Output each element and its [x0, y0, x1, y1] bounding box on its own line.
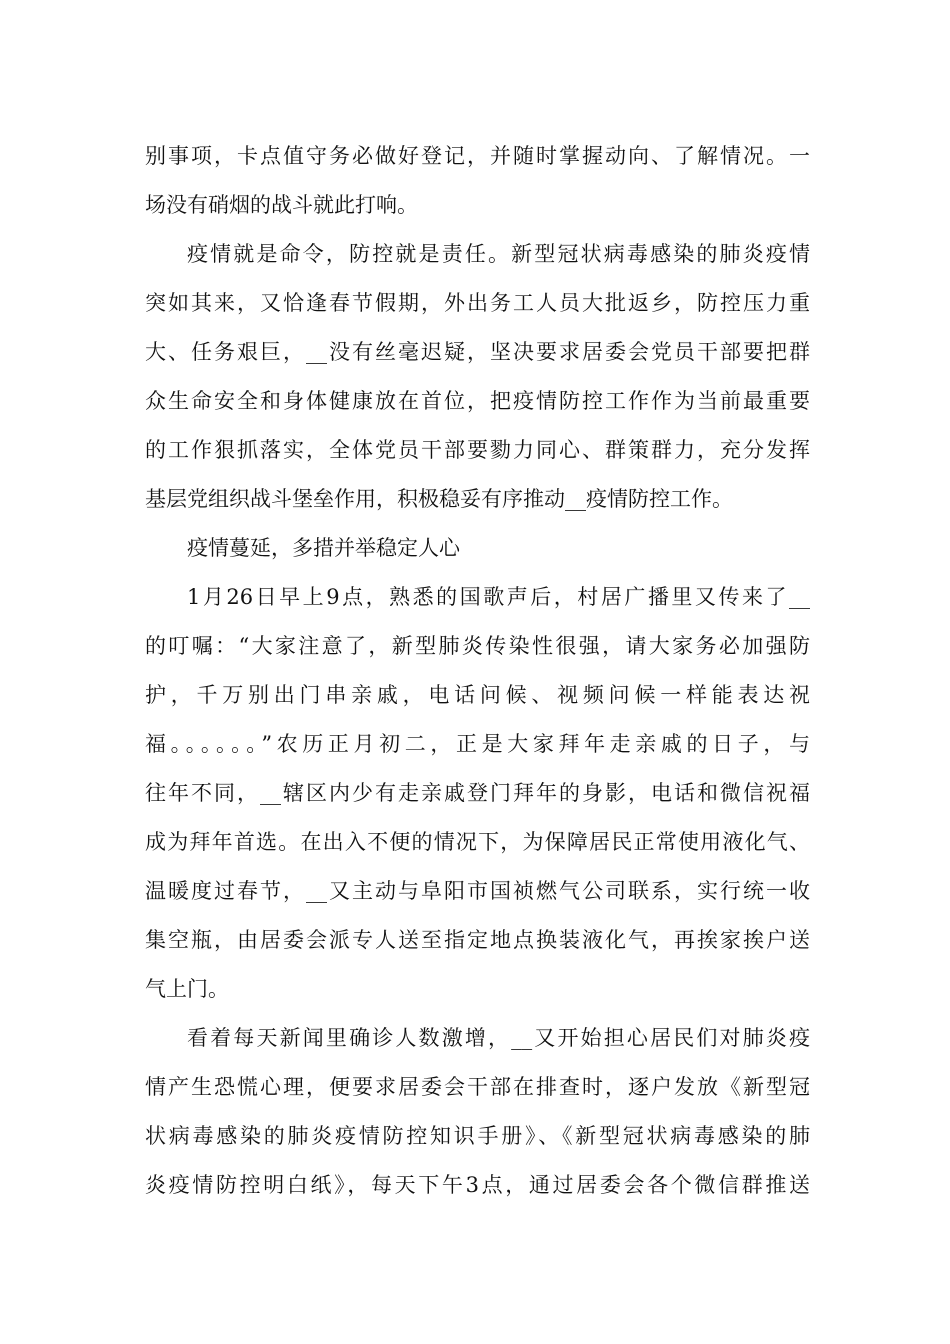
section-heading	[145, 524, 810, 573]
document-body	[145, 132, 810, 1210]
text-line: 别事项，卡点值守务必做好登记，并随时掌握动向、了解情况。一	[145, 144, 810, 168]
text-line: 状病毒感染的肺炎疫情防控知识手册》、《新型冠状病毒感染的肺	[145, 1124, 810, 1148]
text-line: 的工作狠抓落实，全体党员干部要勠力同心、群策群力，充分发挥	[145, 438, 810, 462]
text-line: 场没有硝烟的战斗就此打响。	[145, 193, 418, 217]
text-line: 往年不同，__辖区内少有走亲戚登门拜年的身影，电话和微信祝福	[145, 781, 810, 805]
paragraph	[145, 1014, 810, 1210]
text-line: 疫情蔓延，多措并举稳定人心	[187, 536, 460, 560]
text-line: 突如其来，又恰逢春节假期，外出务工人员大批返乡，防控压力重	[145, 291, 810, 315]
paragraph	[145, 573, 810, 1014]
text-line: 疫情就是命令，防控就是责任。新型冠状病毒感染的肺炎疫情	[187, 242, 810, 266]
text-line: 福。。。。。。”农历正月初二，正是大家拜年走亲戚的日子，与	[145, 732, 810, 756]
text-line: 看着每天新闻里确诊人数激增，__又开始担心居民们对肺炎疫	[187, 1026, 810, 1050]
text-line: 基层党组织战斗堡垒作用，积极稳妥有序推动__疫情防控工作。	[145, 487, 733, 511]
paragraph	[145, 230, 810, 524]
text-line: 大、任务艰巨，__没有丝毫迟疑，坚决要求居委会党员干部要把群	[145, 340, 810, 364]
text-line: 的叮嘱：“大家注意了，新型肺炎传染性很强，请大家务必加强防	[145, 634, 810, 658]
paragraph	[145, 132, 810, 230]
text-line: 炎疫情防控明白纸》，每天下午3点，通过居委会各个微信群推送	[145, 1173, 810, 1197]
text-line: 众生命安全和身体健康放在首位，把疫情防控工作作为当前最重要	[145, 389, 810, 413]
text-line: 1月26日早上9点，熟悉的国歌声后，村居广播里又传来了__	[187, 585, 810, 609]
text-line: 成为拜年首选。在出入不便的情况下，为保障居民正常使用液化气、	[145, 830, 810, 854]
text-line: 情产生恐慌心理，便要求居委会干部在排查时，逐户发放《新型冠	[145, 1075, 810, 1099]
text-line: 护，千万别出门串亲戚，电话问候、视频问候一样能表达祝	[145, 683, 810, 707]
text-line: 温暖度过春节，__又主动与阜阳市国祯燃气公司联系，实行统一收	[145, 879, 810, 903]
text-line: 气上门。	[145, 977, 229, 1001]
text-line: 集空瓶，由居委会派专人送至指定地点换装液化气，再挨家挨户送	[145, 928, 810, 952]
